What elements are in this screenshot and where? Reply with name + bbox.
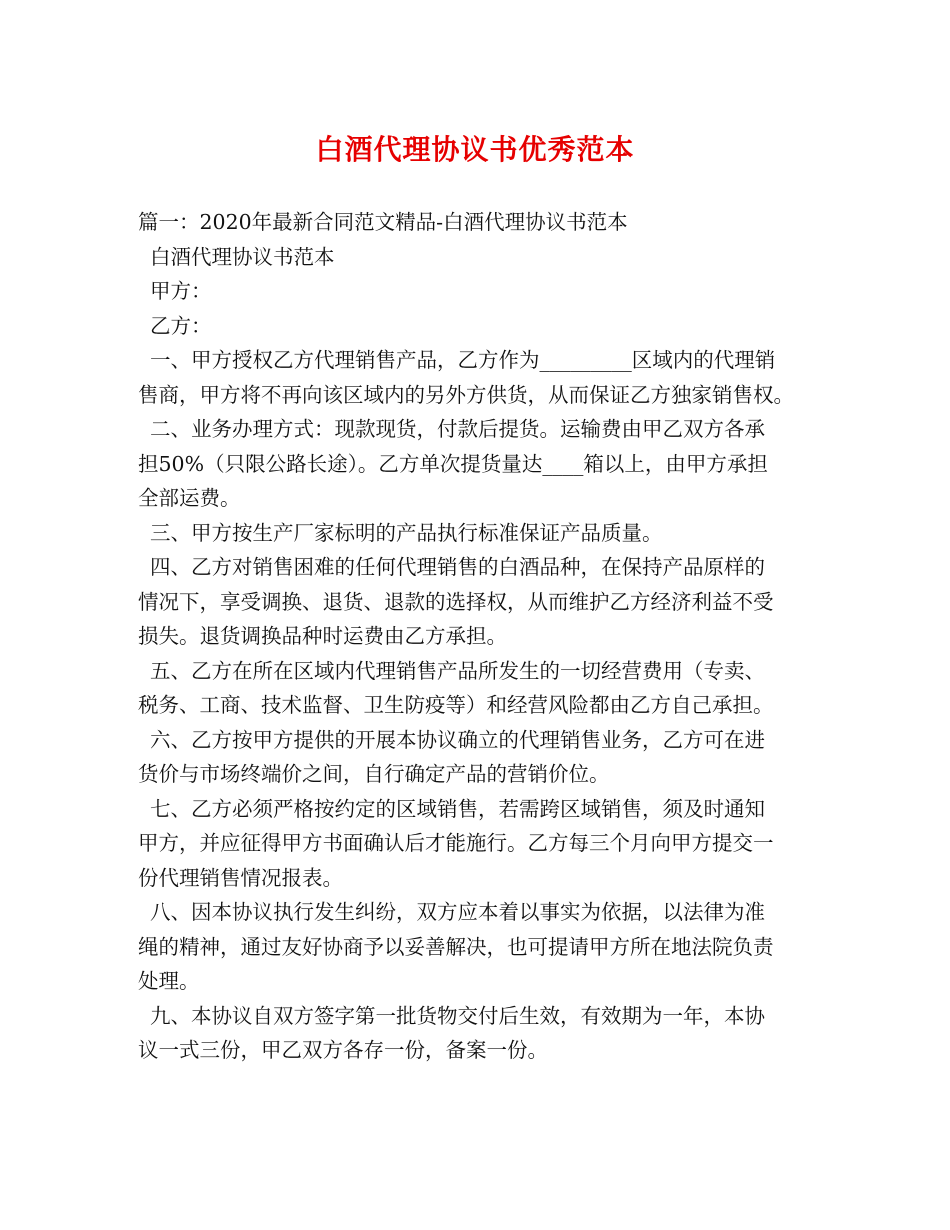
clause-2-line-3: 全部运费。 [138,486,241,510]
clause-4-line-3: 损失。退货调换品种时运费由乙方承担。 [138,624,507,648]
clause-2-line-2: 担50%（只限公路长途）。乙方单次提货量达____箱以上，由甲方承担 [138,451,768,476]
clause-6-line-1: 六、乙方按甲方提供的开展本协议确立的代理销售业务，乙方可在进 [150,727,765,752]
clause-3-line-1: 三、甲方按生产厂家标明的产品执行标准保证产品质量。 [150,520,663,545]
clause-4-line-1: 四、乙方对销售困难的任何代理销售的白酒品种，在保持产品原样的 [150,555,765,579]
clause-7-line-2: 甲方，并应征得甲方书面确认后才能施行。乙方每三个月向甲方提交一 [138,831,774,855]
clause-5-line-1: 五、乙方在所在区域内代理销售产品所发生的一切经营费用（专卖、 [150,658,765,683]
document-body [138,205,818,1068]
document-title: 白酒代理协议书优秀范本 [315,133,635,166]
party-a-label: 甲方： [150,279,212,303]
clause-1-line-1: 一、甲方授权乙方代理销售产品，乙方作为_________区域内的代理销 [150,348,776,372]
clause-4-line-2: 情况下，享受调换、退货、退款的选择权，从而维护乙方经济利益不受 [138,589,774,614]
clause-2-line-1: 二、业务办理方式：现款现货，付款后提货。运输费由甲乙双方各承 [150,417,765,441]
clause-9-line-2: 议一式三份，甲乙双方各存一份，备案一份。 [138,1038,548,1062]
party-b-label: 乙方： [150,313,212,338]
clause-5-line-2: 税务、工商、技术监督、卫生防疫等）和经营风险都由乙方自己承担。 [138,693,774,717]
clause-7-line-3: 份代理销售情况报表。 [138,865,343,890]
clause-9-line-1: 九、本协议自双方签字第一批货物交付后生效，有效期为一年，本协 [150,1003,765,1028]
clause-8-line-2: 绳的精神，通过友好协商予以妥善解决，也可提请甲方所在地法院负责 [138,934,774,959]
clause-8-line-1: 八、因本协议执行发生纠纷，双方应本着以事实为依据，以法律为准 [150,900,765,924]
agreement-heading: 白酒代理协议书范本 [150,244,335,269]
section-heading: 篇一：2020年最新合同范文精品-白酒代理协议书范本 [138,210,628,234]
clause-7-line-1: 七、乙方必须严格按约定的区域销售，若需跨区域销售，须及时通知 [150,796,765,821]
clause-1-line-2: 售商，甲方将不再向该区域内的另外方供货，从而保证乙方独家销售权。 [138,382,794,407]
clause-6-line-2: 货价与市场终端价之间，自行确定产品的营销价位。 [138,762,610,786]
clause-8-line-3: 处理。 [138,969,200,993]
